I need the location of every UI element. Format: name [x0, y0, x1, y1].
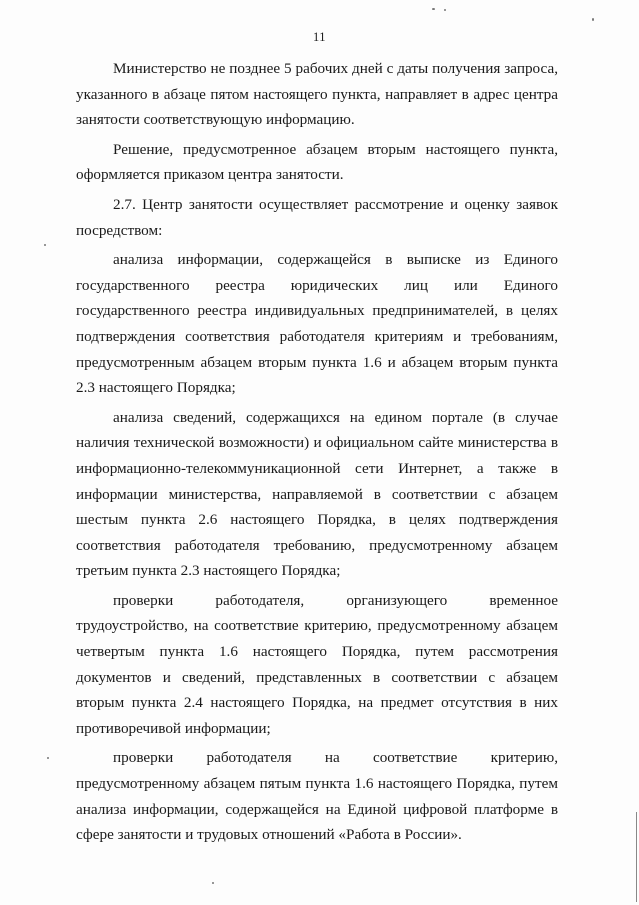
scan-speck [47, 757, 49, 759]
scan-speck [592, 18, 594, 21]
paragraph-decision-order: Решение, предусмотренное абзацем вторым настоящего пункта, оформляется приказом центра занятости. [76, 140, 558, 184]
page-number: 11 [312, 30, 327, 44]
scan-speck [44, 244, 46, 246]
paragraph-registry-analysis: анализа информации, содержащейся в выписке из Единого государственного реестра юридических лиц или Единого государственного реестра индивидуальных предпринимателей, в целях подтверждения соответствия работодателя критериям и требованиям, предусмотренным абзацем вторым пункта 1.6 и абзацем вторым пункта 2.3 настоящего Порядка; [76, 251, 558, 397]
scan-speck [212, 882, 214, 884]
paragraph-section-2-7: 2.7. Центр занятости осуществляет рассмотрение и оценку заявок посредством: [76, 195, 558, 239]
scan-speck [432, 8, 435, 10]
paragraph-portal-analysis: анализа сведений, содержащихся на едином портале (в случае наличия технической возможности) и официальном сайте министерства в информационно-телекоммуникационной сети Интернет, а также в информации министерства, направляемой в соответствии с абзацем шестым пункта 2.6 настоящего Порядка, в целях подтверждения соответствия работодателя требованию, предусмотренному абзацем третьим пункта 2.3 настоящего Порядка; [76, 408, 558, 580]
paragraph-employer-check-documents: проверки работодателя, организующего временное трудоустройство, на соответствие критерию, предусмотренному абзацем четвертым пункта 1.6 настоящего Порядка, путем рассмотрения документов и сведений, представленных в соответствии с абзацем вторым пункта 2.4 настоящего Порядка, на предмет отсутствия в них противоречивой информации; [76, 591, 558, 737]
paragraph-employer-check-platform: проверки работодателя на соответствие критерию, предусмотренному абзацем пятым пункта 1.6 настоящего Порядка, путем анализа информации, содержащейся на Единой цифровой платформе в сфере занятости и трудовых отношений «Работа в России». [76, 749, 558, 844]
paragraph-ministry-response: Министерство не позднее 5 рабочих дней с даты получения запроса, указанного в абзаце пятом настоящего пункта, направляет в адрес центра занятости соответствующую информацию. [76, 60, 558, 129]
scan-speck [444, 9, 446, 11]
scan-edge-mark [636, 812, 637, 902]
document-body [76, 56, 558, 852]
